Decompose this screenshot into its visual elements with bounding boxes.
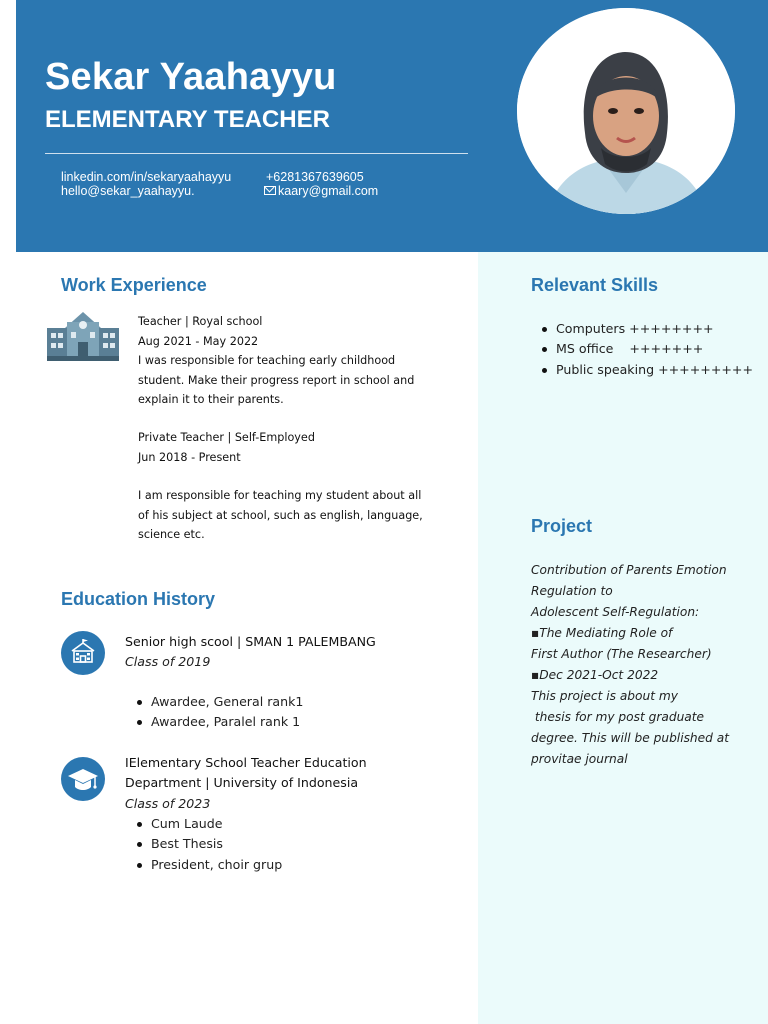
list-item: Computers ++++++++: [542, 319, 753, 339]
education-title-line: IElementary School Teacher Education: [125, 755, 367, 770]
list-item: MS office +++++++: [542, 339, 753, 359]
work-entry-line: I am responsible for teaching my student about all: [138, 489, 422, 502]
work-entry-line: Aug 2021 - May 2022: [138, 334, 259, 348]
project-line: thesis for my post graduate: [531, 710, 705, 724]
project-line: Contribution of Parents Emotion: [531, 563, 727, 577]
project-line: provitae journal: [531, 752, 628, 766]
education-item-1-class: Class of 2019: [125, 654, 211, 669]
work-entry-1: [138, 312, 438, 410]
work-entry-3: [138, 486, 438, 545]
project-line: This project is about my: [531, 689, 678, 703]
project-line: First Author (The Researcher): [531, 647, 712, 661]
education-history-heading: Education History: [61, 589, 216, 609]
contact-right: [266, 170, 378, 198]
project-heading: Project: [531, 516, 593, 536]
list-item: President, choir grup: [137, 855, 282, 875]
job-title: ELEMENTARY TEACHER: [45, 106, 330, 133]
list-item: Best Thesis: [137, 834, 282, 854]
work-entry-line: Private Teacher | Self-Employed: [138, 431, 315, 444]
education-item-2-awards: [137, 814, 282, 875]
profile-photo-illustration: [517, 8, 735, 214]
education-item-2-title: [125, 753, 367, 793]
skills-list: [542, 319, 753, 380]
education-title-line: Senior high scool | SMAN 1 PALEMBANG: [125, 634, 376, 649]
education-item-1-title: [125, 632, 376, 652]
education-item-2-class: Class of 2023: [125, 796, 211, 811]
email-address[interactable]: kaary@gmail.com: [278, 184, 379, 198]
education-title-line: Department | University of Indonesia: [125, 775, 359, 790]
project-line: ▪The Mediating Role of: [531, 626, 673, 640]
linkedin-link[interactable]: linkedin.com/in/sekaryaahayyu: [61, 170, 232, 184]
work-entry-line: of his subject at school, such as english, language,: [138, 508, 423, 522]
person-name: Sekar Yaahayyu: [45, 56, 337, 98]
project-line: degree. This will be published at: [531, 731, 730, 745]
work-entry-line: Jun 2018 - Present: [138, 450, 241, 464]
project-line: ▪Dec 2021-Oct 2022: [531, 668, 659, 682]
project-description: [531, 560, 751, 770]
list-item: Awardee, Paralel rank 1: [137, 712, 303, 732]
list-item: Cum Laude: [137, 814, 282, 834]
hello-handle: hello@sekar_yaahayyu.: [61, 184, 195, 198]
list-item: Awardee, General rank1: [137, 692, 303, 712]
relevant-skills-heading: Relevant Skills: [531, 275, 659, 295]
email-icon: [264, 186, 276, 195]
work-entry-2: [138, 428, 438, 467]
work-entry-line: I was responsible for teaching early childhood: [138, 354, 396, 367]
work-entry-line: explain it to their parents.: [138, 393, 284, 406]
graduation-cap-icon: [61, 757, 105, 801]
work-entry-line: science etc.: [138, 528, 205, 541]
email-row: [264, 184, 378, 198]
phone-number: +6281367639605: [266, 170, 364, 184]
list-item: Public speaking +++++++++: [542, 360, 753, 380]
work-experience-heading: Work Experience: [61, 275, 207, 295]
work-entry-line: student. Make their progress report in school and: [138, 373, 415, 387]
work-entry-line: Teacher | Royal school: [138, 315, 263, 328]
school-building-icon: [45, 308, 121, 362]
header-divider: [45, 153, 468, 154]
school-icon: [61, 631, 105, 675]
education-item-1-awards: [137, 692, 303, 733]
project-line: Adolescent Self-Regulation:: [531, 605, 700, 619]
project-line: Regulation to: [531, 584, 613, 598]
contact-left: [61, 170, 231, 198]
profile-photo: [517, 8, 735, 214]
